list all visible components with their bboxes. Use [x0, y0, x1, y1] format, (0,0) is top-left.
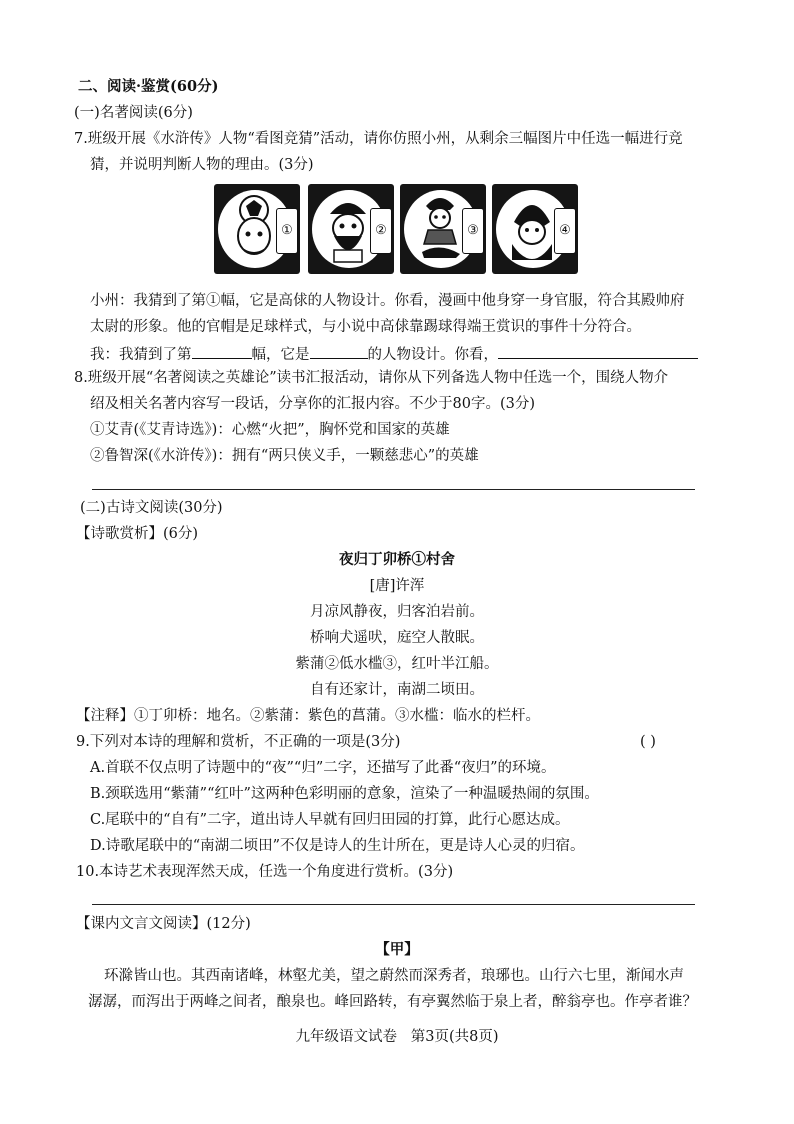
part1-heading: (一)名著阅读(6分)	[74, 105, 193, 121]
passage-jia-label: 【甲】	[375, 941, 419, 958]
my-answer-prefix: 我：我猜到了第	[90, 347, 192, 363]
q9-option-d: D.诗歌尾联中的“南湖二顷田”不仅是诗人的生计所在，更是诗人心灵的归宿。	[90, 838, 585, 854]
picture-4	[492, 184, 578, 274]
picture-2	[308, 184, 394, 274]
classical-text-line1: 环滁皆山也。其西南诸峰，林壑尤美，望之蔚然而深秀者，琅琊也。山行六七里，渐闻水声	[104, 968, 684, 984]
sample-answer-line2: 太尉的形象。他的官帽是足球样式，与小说中高俅靠踢球得端王赏识的事件十分符合。	[90, 319, 641, 335]
q10-answer-line[interactable]	[92, 904, 695, 905]
poem-line-1: 月凉风静夜，归客泊岩前。	[310, 604, 484, 620]
picture-4-label: ④	[554, 208, 576, 254]
q9-option-b: B.颈联选用“紫蒲”“红叶”这两种色彩明丽的意象，渲染了一种温暖热闹的氛围。	[90, 786, 599, 802]
my-answer-line	[90, 342, 698, 365]
my-answer-mid: 幅，它是	[251, 347, 310, 363]
part2-heading: (二)古诗文阅读(30分)	[80, 500, 223, 516]
q8-option2: ②鲁智深(《水浒传》)：拥有“两只侠义手，一颗慈悲心”的英雄	[90, 448, 479, 464]
section-title: 二、阅读·鉴赏(60分)	[78, 78, 219, 95]
q10-stem: 10.本诗艺术表现浑然天成，任选一个角度进行赏析。(3分)	[76, 864, 454, 880]
poem-author: [唐]许浑	[369, 578, 425, 594]
poem-notes: 【注释】①丁卯桥：地名。②紫蒲：紫色的菖蒲。③水槛：临水的栏杆。	[76, 708, 540, 724]
sample-answer-line1: 小州：我猜到了第①幅，它是高俅的人物设计。你看，漫画中他身穿一身官服，符合其殿帅府	[90, 293, 685, 309]
my-answer-suffix: 的人物设计。你看，	[367, 347, 498, 363]
q7-line2: 猜，并说明判断人物的理由。(3分)	[90, 157, 314, 173]
q8-line1: 8.班级开展“名著阅读之英雄论”读书汇报活动，请你从下列备选人物中任选一个，围绕人物介	[74, 370, 669, 386]
q9-stem: 9.下列对本诗的理解和赏析，不正确的一项是(3分)	[76, 734, 401, 750]
character-pictures	[214, 184, 584, 276]
picture-1-label: ①	[276, 208, 298, 254]
picture-number-blank[interactable]	[192, 342, 252, 359]
q8-option1: ①艾青(《艾青诗选》)：心燃“火把”，胸怀党和国家的英雄	[90, 422, 450, 438]
classical-section-heading: 【课内文言文阅读】(12分)	[76, 916, 251, 932]
picture-3	[400, 184, 486, 274]
q9-option-a: A.首联不仅点明了诗题中的“夜”“归”二字，还描写了此番“夜归”的环境。	[90, 760, 556, 776]
poem-line-2: 桥响犬遥吠，庭空人散眠。	[310, 630, 484, 646]
page-footer: 九年级语文试卷 第3页(共8页)	[295, 1029, 499, 1045]
q9-option-c: C.尾联中的“自有”二字，道出诗人早就有回归田园的打算，此行心愿达成。	[90, 812, 570, 828]
poem-title: 夜归丁卯桥①村舍	[339, 551, 455, 568]
picture-3-label: ③	[462, 208, 484, 254]
reason-blank[interactable]	[498, 342, 698, 359]
q7-line1: 7.班级开展《水浒传》人物“看图竞猜”活动，请你仿照小州，从剩余三幅图片中任选一幅进行竞	[74, 131, 683, 147]
poem-line-3: 紫蒲②低水槛③，红叶半江船。	[295, 656, 499, 672]
q9-answer-bracket[interactable]: ( )	[640, 734, 656, 750]
poem-section-heading: 【诗歌赏析】(6分)	[76, 526, 199, 542]
q8-line2: 绍及相关名著内容写一段话，分享你的汇报内容。不少于80字。(3分)	[90, 396, 535, 412]
classical-text-line2: 潺潺，而泻出于两峰之间者，酿泉也。峰回路转，有亭翼然临于泉上者，醉翁亭也。作亭者谁？	[88, 994, 697, 1010]
poem-line-4: 自有还家计，南湖二顷田。	[310, 682, 484, 698]
picture-1	[214, 184, 300, 274]
q8-answer-line[interactable]	[92, 489, 695, 490]
picture-2-label: ②	[370, 208, 392, 254]
character-name-blank[interactable]	[310, 342, 368, 359]
